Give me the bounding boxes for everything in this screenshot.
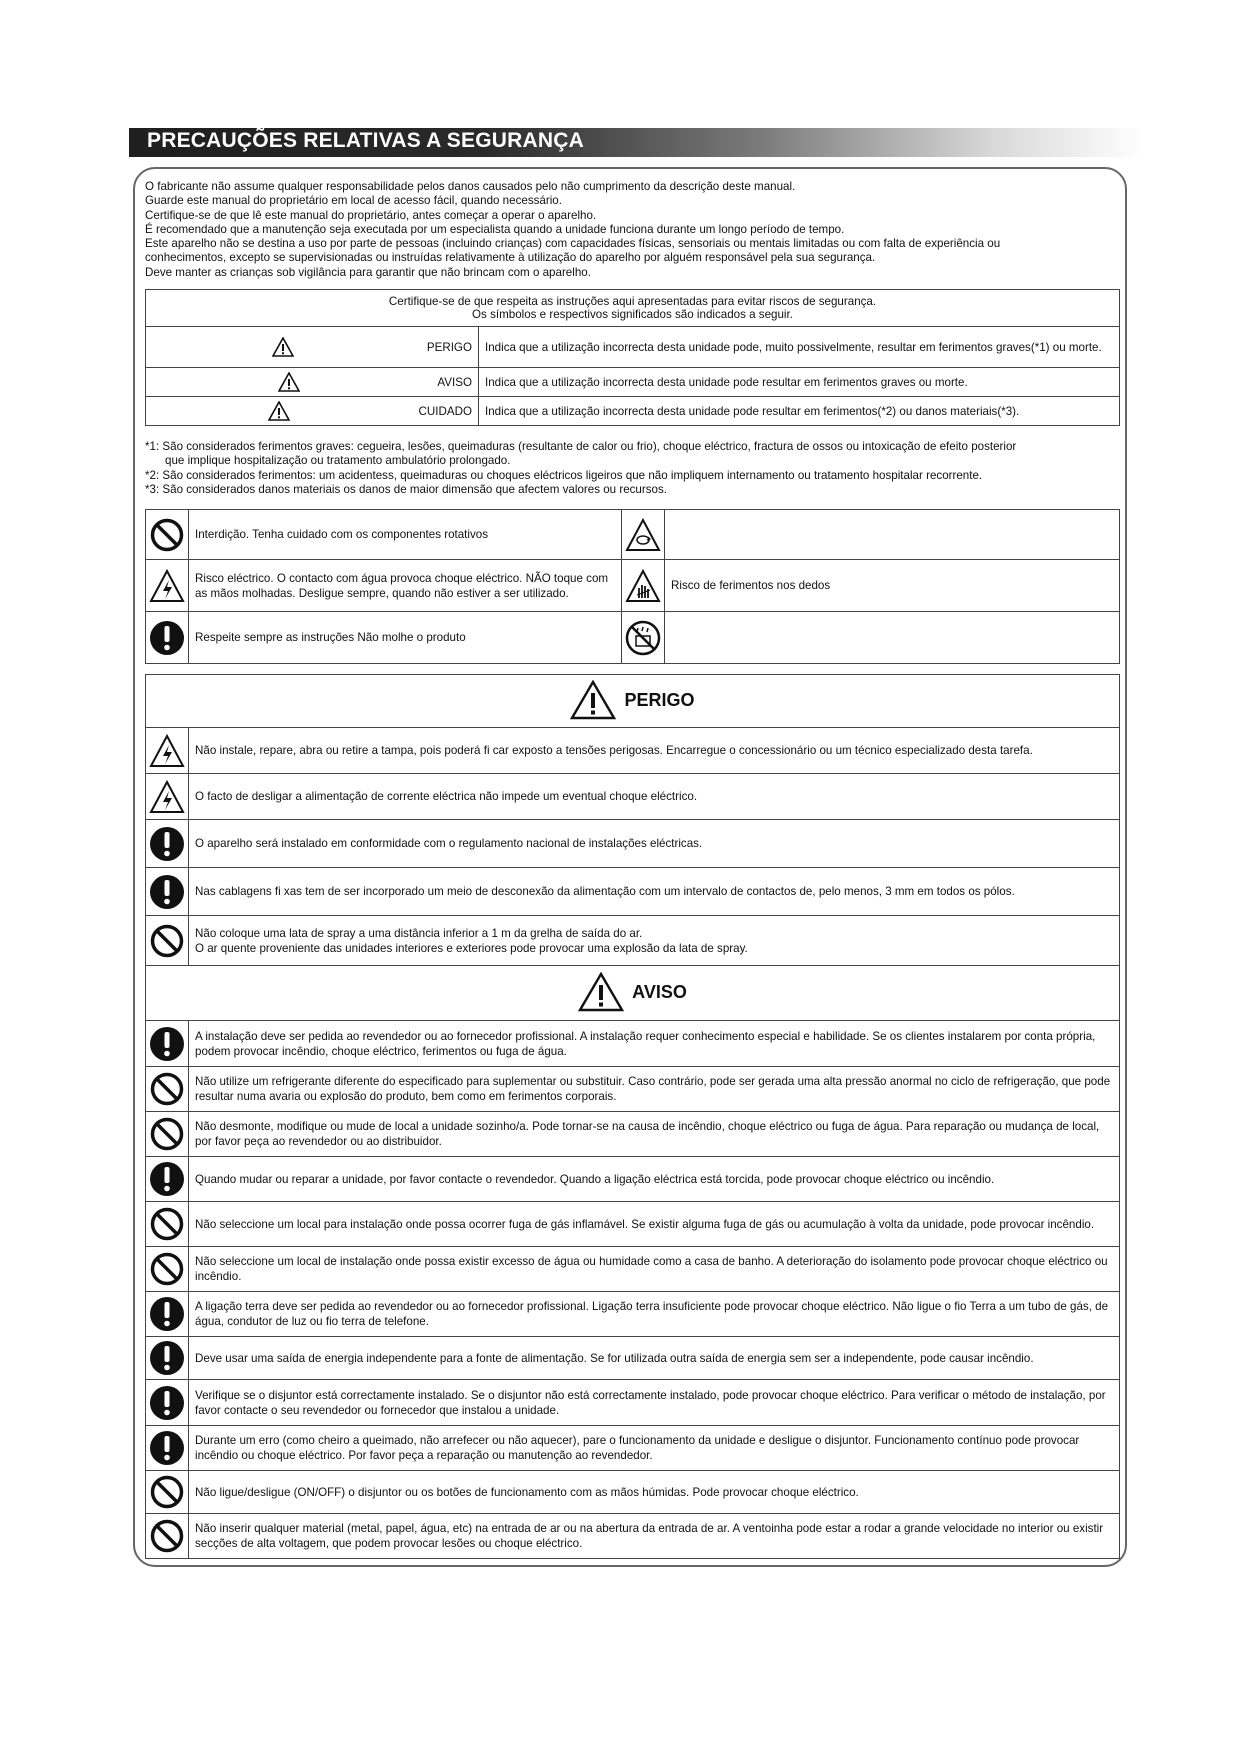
intro-line: conhecimentos, excepto se supervisionadas ou instruídas relativamente à utilização do aparelho por alguém responsável pela sua segurança. (145, 251, 876, 265)
hazard-row (146, 1337, 1120, 1380)
hazard-row (146, 1426, 1120, 1471)
signal-level-label: PERIGO (426, 340, 472, 354)
warning-triangle-icon (578, 972, 624, 1012)
warning-triangle-icon (268, 401, 290, 421)
hazard-icon-cell (146, 1292, 189, 1337)
hazard-table (145, 674, 1120, 1559)
mandatory-action-icon (149, 620, 185, 656)
mandatory-action-icon (149, 874, 185, 910)
do-not-wet-icon (624, 619, 662, 657)
hazard-row (146, 1202, 1120, 1247)
symbol-cell (146, 612, 189, 664)
signal-word-table (145, 289, 1120, 426)
signal-table-head-line: Certifique-se de que respeita as instruções aqui apresentadas para evitar riscos de segurança. (388, 295, 877, 308)
hazard-row (146, 1247, 1120, 1292)
signal-level-description: Indica que a utilização incorrecta desta unidade pode resultar em ferimentos(*2) ou danos materiais(*3). (479, 397, 1120, 426)
hazard-icon-cell (146, 1337, 189, 1380)
hazard-row (146, 1157, 1120, 1202)
electric-hazard-icon (148, 779, 186, 815)
hazard-row (146, 916, 1120, 966)
intro-line: Certifique-se de que lê este manual do proprietário, antes começar a operar o aparelho. (145, 208, 597, 222)
intro-line: É recomendado que a manutenção seja executada por um especialista quando a unidade funciona durante um longo período de tempo. (145, 222, 845, 236)
mandatory-action-icon (149, 1296, 185, 1332)
section-header-bar (129, 128, 1144, 157)
prohibition-icon (149, 1474, 185, 1510)
prohibition-icon (149, 1518, 185, 1554)
symbol-description-empty (665, 510, 1120, 560)
hazard-icon-cell (146, 1247, 189, 1292)
symbols-table (145, 509, 1120, 664)
signal-level-label: CUIDADO (418, 404, 472, 418)
finger-injury-icon (624, 568, 662, 604)
prohibition-icon (149, 1206, 185, 1242)
electric-hazard-icon (148, 568, 186, 604)
prohibition-icon (149, 923, 185, 959)
hazard-text: Não desmonte, modifique ou mude de local a unidade sozinho/a. Pode tornar-se na causa de incêndio, choque eléctrico ou fuga de água. Para reparação ou mudança de local, por favor peça ao revendedor ou ao distribuidor. (189, 1112, 1120, 1157)
signal-level-cuidado (146, 397, 479, 426)
warning-triangle-icon (570, 680, 616, 720)
hazard-text: A ligação terra deve ser pedida ao revendedor ou ao fornecedor profissional. Ligação terra insuficiente pode provocar choque eléctrico. Não ligue o fio Terra a um tubo de gás, de água, condutor de luz ou fio terra de telefone. (189, 1292, 1120, 1337)
signal-level-label: AVISO (437, 375, 472, 389)
electric-hazard-icon (148, 733, 186, 769)
symbol-description: Respeite sempre as instruções Não molhe o produto (189, 612, 622, 664)
rotating-parts-warning-icon (624, 517, 662, 553)
hazard-row (146, 1067, 1120, 1112)
symbol-cell (622, 560, 665, 612)
signal-level-aviso (146, 368, 479, 397)
hazard-icon-cell (146, 728, 189, 774)
intro-line: Este aparelho não se destina a uso por parte de pessoas (incluindo crianças) com capacidades físicas, sensoriais ou mentais limitadas ou com falta de experiência ou (145, 237, 1001, 251)
hazard-text: Deve usar uma saída de energia independente para a fonte de alimentação. Se for utilizada outra saída de energia sem ser a independente, pode causar incêndio. (189, 1337, 1120, 1380)
hazard-text: Não seleccione um local para instalação onde possa ocorrer fuga de gás inflamável. Se existir alguma fuga de gás ou acumulação à volta da unidade, pode provocar incêndio. (189, 1202, 1120, 1247)
aviso-list (146, 1021, 1120, 1559)
hazard-row (146, 774, 1120, 820)
hazard-row (146, 1021, 1120, 1067)
hazard-text: Não inserir qualquer material (metal, papel, água, etc) na entrada de ar ou na abertura da entrada de ar. A ventoinha pode estar a rodar a grande velocidade no interior ou existir secções de alta voltagem, que podem provocar lesões ou choque eléctrico. (189, 1514, 1120, 1559)
hazard-icon-cell (146, 1471, 189, 1514)
mandatory-action-icon (149, 1161, 185, 1197)
hazard-row (146, 1514, 1120, 1559)
hazard-icon-cell (146, 1426, 189, 1471)
footnote: *3: São considerados danos materiais os danos de maior dimensão que afectem valores ou recursos. (145, 482, 668, 496)
hazard-text: Não utilize um refrigerante diferente do especificado para suplementar ou substituir. Caso contrário, pode ser gerada uma alta pressão anormal no ciclo de refrigeração, que pode resultar numa avaria ou explosão do produto, bem como em ferimentos corporais. (189, 1067, 1120, 1112)
prohibition-icon (149, 1116, 185, 1152)
hazard-icon-cell (146, 1380, 189, 1426)
hazard-text: O aparelho será instalado em conformidade com o regulamento nacional de instalações eléctricas. (189, 820, 1120, 868)
hazard-text: Verifique se o disjuntor está correctamente instalado. Se o disjuntor não está correctamente instalado, pode provocar choque eléctrico. Para verificar o método de instalação, por favor contacte o seu revendedor ou fornecedor que instalou a unidade. (189, 1380, 1120, 1426)
symbol-cell (146, 560, 189, 612)
hazard-text: Durante um erro (como cheiro a queimado, não arrefecer ou não aquecer), pare o funcionamento da unidade e desligue o disjuntor. Funcionamento contínuo pode provocar incêndio ou choque eléctrico. Por favor peça a reparação ou manutenção ao revendedor. (189, 1426, 1120, 1471)
hazard-text: Nas cablagens fi xas tem de ser incorporado um meio de desconexão da alimentação com um intervalo de contactos de, pelo menos, 3 mm em todos os pólos. (189, 868, 1120, 916)
section-title: PERIGO (624, 689, 695, 710)
perigo-list (146, 728, 1120, 966)
hazard-icon-cell (146, 1067, 189, 1112)
mandatory-action-icon (149, 826, 185, 862)
hazard-text: Não seleccione um local de instalação onde possa existir excesso de água ou humidade como a casa de banho. A deterioração do isolamento pode provocar choque eléctrico ou incêndio. (189, 1247, 1120, 1292)
prohibition-icon (149, 517, 185, 553)
hazard-icon-cell (146, 1157, 189, 1202)
intro-text (145, 180, 1120, 280)
footnote-continued: que implique hospitalização ou tratamento ambulatório prolongado. (165, 454, 511, 468)
aviso-heading (146, 966, 1120, 1021)
prohibition-icon (149, 1251, 185, 1287)
hazard-icon-cell (146, 774, 189, 820)
perigo-heading (146, 675, 1120, 728)
mandatory-action-icon (149, 1026, 185, 1062)
hazard-text: Não ligue/desligue (ON/OFF) o disjuntor ou os botões de funcionamento com as mãos húmidas. Pode provocar choque eléctrico. (189, 1471, 1120, 1514)
intro-line: O fabricante não assume qualquer responsabilidade pelos danos causados pelo não cumprimento da descrição deste manual. (145, 180, 796, 193)
hazard-icon-cell (146, 868, 189, 916)
hazard-row (146, 1292, 1120, 1337)
hazard-icon-cell (146, 1021, 189, 1067)
intro-line: Guarde este manual do proprietário em local de acesso fácil, quando necessário. (145, 194, 562, 208)
warning-triangle-icon (278, 372, 300, 392)
symbol-description: Risco eléctrico. O contacto com água provoca choque eléctrico. NÃO toque com as mãos molhadas. Desligue sempre, quando não estiver a ser utilizado. (189, 560, 622, 612)
hazard-icon-cell (146, 820, 189, 868)
mandatory-action-icon (149, 1430, 185, 1466)
mandatory-action-icon (149, 1340, 185, 1376)
hazard-row (146, 1112, 1120, 1157)
signal-level-description: Indica que a utilização incorrecta desta unidade pode, muito possivelmente, resultar em ferimentos graves(*1) ou morte. (479, 327, 1120, 368)
hazard-icon-cell (146, 1202, 189, 1247)
hazard-row (146, 868, 1120, 916)
hazard-row (146, 820, 1120, 868)
signal-level-perigo (146, 327, 479, 368)
page-title: PRECAUÇÕES RELATIVAS A SEGURANÇA (147, 129, 584, 152)
symbol-cell (146, 510, 189, 560)
footnote: *2: São considerados ferimentos: um acidentess, queimaduras ou choques eléctricos ligeiros que não impliquem internamento ou tratamento hospitalar recorrente. (145, 468, 983, 482)
warning-triangle-icon (272, 337, 294, 357)
hazard-row (146, 1380, 1120, 1426)
signal-table-head-line: Os símbolos e respectivos significados são indicados a seguir. (472, 308, 793, 321)
symbol-description-empty (665, 612, 1120, 664)
hazard-icon-cell (146, 1514, 189, 1559)
hazard-text: Quando mudar ou reparar a unidade, por favor contacte o revendedor. Quando a ligação eléctrica está torcida, pode provocar choque eléctrico ou incêndio. (189, 1157, 1120, 1202)
symbol-cell (622, 612, 665, 664)
signal-level-description: Indica que a utilização incorrecta desta unidade pode resultar em ferimentos graves ou morte. (479, 368, 1120, 397)
section-title: AVISO (632, 981, 687, 1002)
intro-line: Deve manter as crianças sob vigilância para garantir que não brincam com o aparelho. (145, 265, 591, 279)
hazard-icon-cell (146, 916, 189, 966)
hazard-text: O facto de desligar a alimentação de corrente eléctrica não impede um eventual choque eléctrico. (189, 774, 1120, 820)
symbol-description: Interdição. Tenha cuidado com os componentes rotativos (189, 510, 622, 560)
hazard-row (146, 1471, 1120, 1514)
prohibition-icon (149, 1071, 185, 1107)
symbol-cell (622, 510, 665, 560)
hazard-text: A instalação deve ser pedida ao revendedor ou ao fornecedor profissional. A instalação requer conhecimento especial e habilidade. Se os clientes instalarem por conta própria, podem provocar incêndio, choque eléctrico, ferimentos ou fuga de água. (189, 1021, 1120, 1067)
hazard-text: Não coloque uma lata de spray a uma distância inferior a 1 m da grelha de saída do ar. O ar quente proveniente das unidades interiores e exteriores pode provocar uma explosão da lata de spray. (189, 916, 1120, 966)
footnotes (145, 440, 1135, 497)
footnote: *1: São considerados ferimentos graves: cegueira, lesões, queimaduras (resultante de calor ou frio), choque eléctrico, fractura de ossos ou intoxicação de efeito posterior (145, 440, 1017, 453)
hazard-text: Não instale, repare, abra ou retire a tampa, pois poderá fi car exposto a tensões perigosas. Encarregue o concessionário ou um técnico especializado desta tarefa. (189, 728, 1120, 774)
hazard-icon-cell (146, 1112, 189, 1157)
hazard-row (146, 728, 1120, 774)
mandatory-action-icon (149, 1385, 185, 1421)
symbol-description: Risco de ferimentos nos dedos (665, 560, 1120, 612)
signal-table-header (146, 290, 1120, 327)
